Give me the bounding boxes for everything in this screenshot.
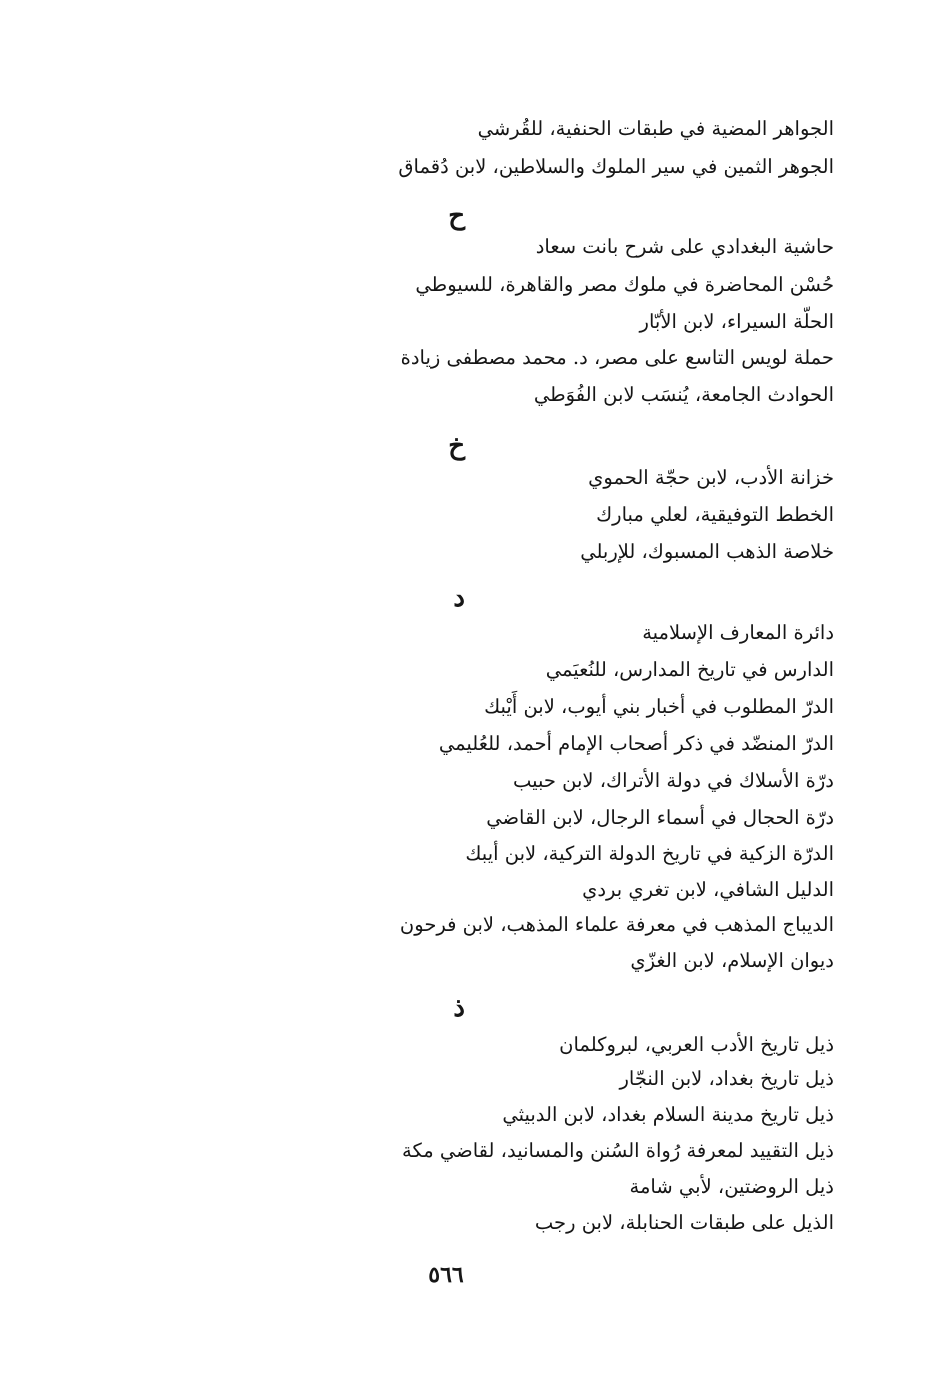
bibliography-entry: حاشية البغدادي على شرح بانت سعاد bbox=[535, 235, 834, 258]
bibliography-entry: خزانة الأدب، لابن حجّة الحموي bbox=[588, 466, 834, 489]
bibliography-entry: ذيل الروضتين، لأبي شامة bbox=[629, 1175, 834, 1198]
bibliography-entry: ديوان الإسلام، لابن الغزّي bbox=[630, 949, 834, 972]
bibliography-entry: الحلّة السيراء، لابن الأبّار bbox=[639, 310, 834, 333]
bibliography-entry: الخطط التوفيقية، لعلي مبارك bbox=[596, 503, 834, 526]
section-letter-heading: خ bbox=[448, 431, 465, 461]
bibliography-entry: درّة الأسلاك في دولة الأتراك، لابن حبيب bbox=[512, 769, 834, 792]
bibliography-entry: ذيل تاريخ مدينة السلام بغداد، لابن الدبيثي bbox=[502, 1103, 834, 1126]
bibliography-entry: درّة الحجال في أسماء الرجال، لابن القاضي bbox=[486, 806, 834, 829]
bibliography-entry: الحوادث الجامعة، يُنسَب لابن الفُوَطي bbox=[533, 383, 834, 406]
bibliography-entry: الديباج المذهب في معرفة علماء المذهب، لابن فرحون bbox=[399, 913, 834, 936]
bibliography-entry: الجواهر المضية في طبقات الحنفية، للقُرشي bbox=[477, 117, 834, 140]
bibliography-entry: ذيل التقييد لمعرفة رُواة السُنن والمسانيد، لقاضي مكة bbox=[402, 1139, 834, 1162]
bibliography-entry: الدليل الشافي، لابن تغري بردي bbox=[582, 878, 834, 901]
section-letter-heading: ح bbox=[448, 201, 465, 231]
section-letter-heading: ذ bbox=[453, 993, 465, 1023]
bibliography-entry: حُسْن المحاضرة في ملوك مصر والقاهرة، للسيوطي bbox=[415, 273, 834, 296]
bibliography-entry: ذيل تاريخ بغداد، لابن النجّار bbox=[619, 1067, 834, 1090]
bibliography-entry: خلاصة الذهب المسبوك، للإربلي bbox=[580, 540, 834, 563]
bibliography-entry: الذيل على طبقات الحنابلة، لابن رجب bbox=[534, 1211, 834, 1234]
bibliography-entry: الدرّة الزكية في تاريخ الدولة التركية، لابن أيبك bbox=[465, 842, 834, 865]
bibliography-entry: دائرة المعارف الإسلامية bbox=[642, 621, 834, 644]
bibliography-entry: الدرّ المطلوب في أخبار بني أيوب، لابن أَيْبك bbox=[484, 695, 834, 718]
section-letter-heading: د bbox=[453, 583, 465, 613]
bibliography-entry: الجوهر الثمين في سير الملوك والسلاطين، لابن دُقماق bbox=[398, 155, 834, 178]
bibliography-entry: حملة لويس التاسع على مصر، د. محمد مصطفى زيادة bbox=[400, 346, 834, 369]
bibliography-entry: الدارس في تاريخ المدارس، للنُعيَمي bbox=[545, 658, 834, 681]
bibliography-entry: ذيل تاريخ الأدب العربي، لبروكلمان bbox=[559, 1033, 834, 1056]
page-number: ٥٦٦ bbox=[428, 1262, 464, 1288]
bibliography-entry: الدرّ المنضّد في ذكر أصحاب الإمام أحمد، للعُليمي bbox=[438, 732, 834, 755]
